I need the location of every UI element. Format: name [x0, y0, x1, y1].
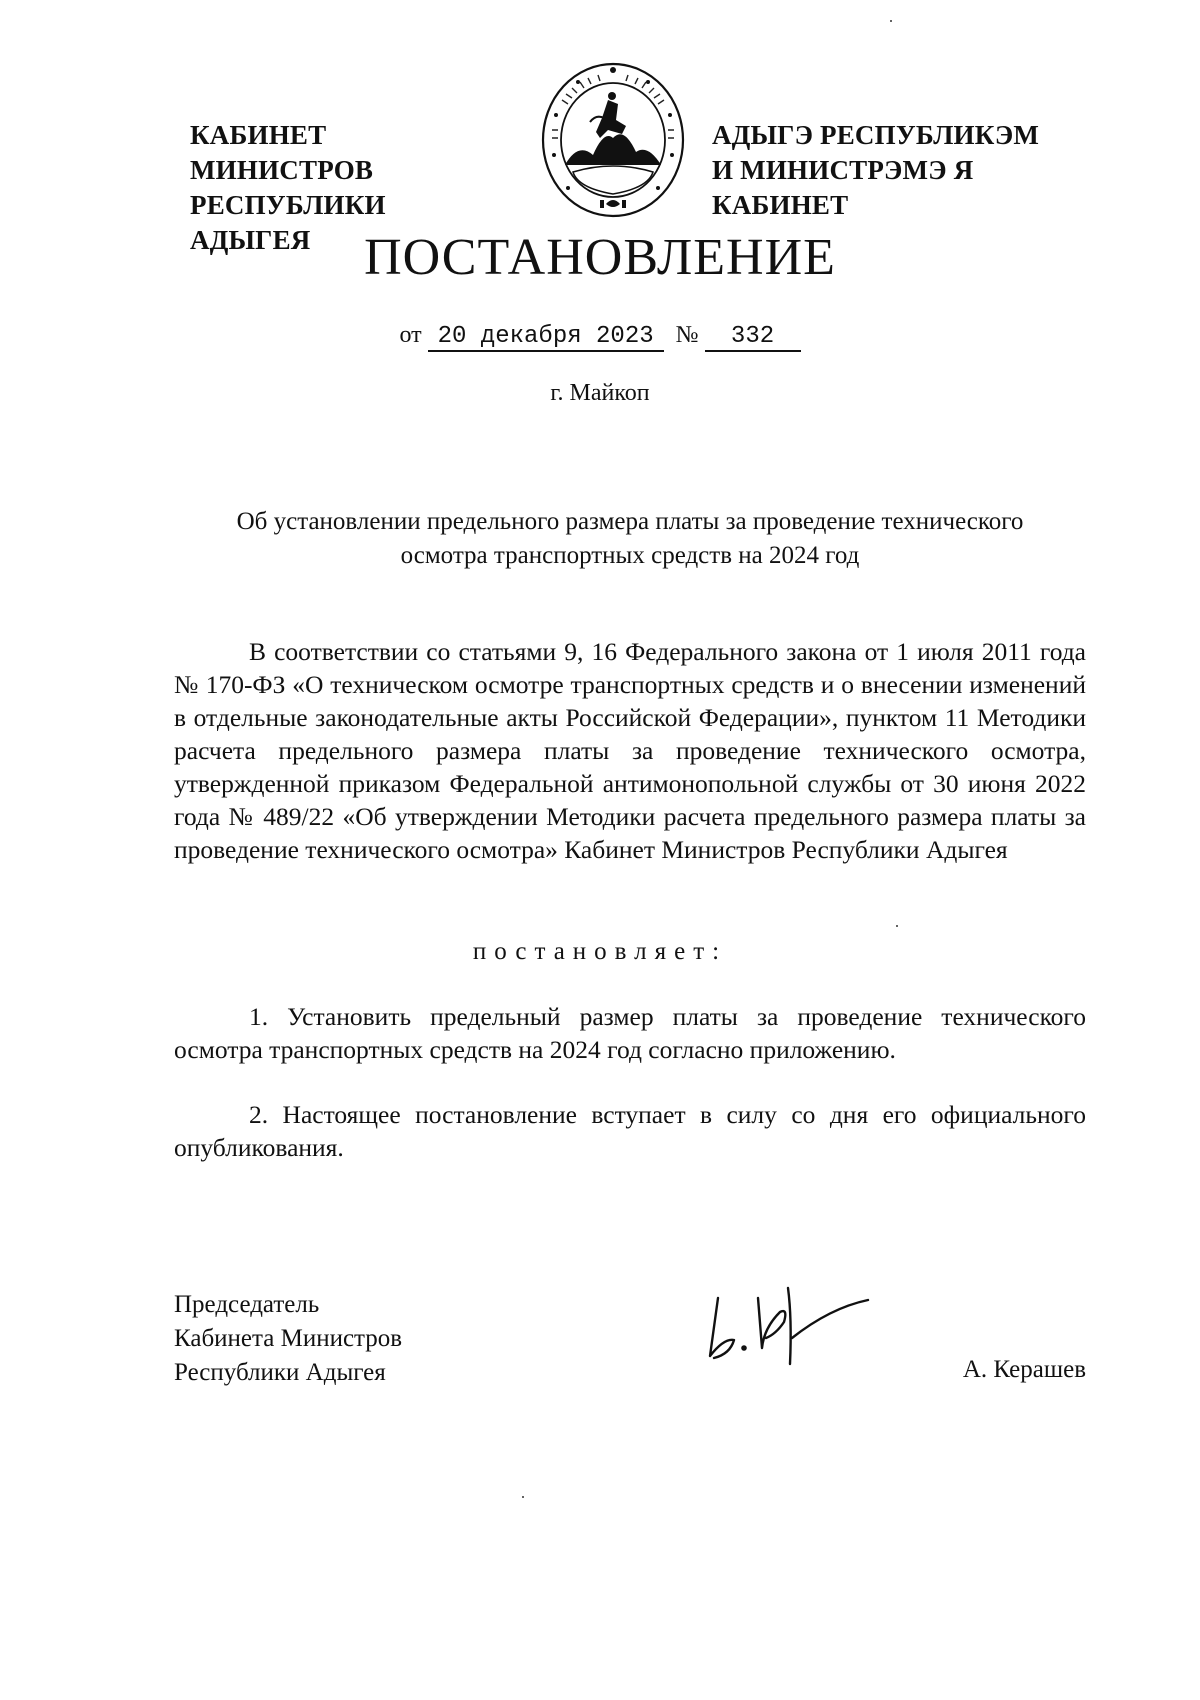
header-left-line2: РЕСПУБЛИКИ АДЫГЕЯ: [190, 190, 386, 255]
date-number-line: [0, 322, 1200, 352]
position-line-2: Кабинета Министров: [174, 1325, 403, 1352]
signatory-name: А. Керашев: [962, 1356, 1086, 1383]
scan-speck: [896, 925, 898, 927]
position-line-1: Председатель: [174, 1291, 320, 1318]
position-line-3: Республики Адыгея: [174, 1359, 386, 1386]
document-type-title: ПОСТАНОВЛЕНИЕ: [364, 229, 836, 286]
header-right-block: [712, 118, 1112, 223]
header-right-line1: АДЫГЭ РЕСПУБЛИКЭМ: [712, 120, 1040, 150]
preamble-paragraph: В соответствии со статьями 9, 16 Федерального закона от 1 июля 2011 года № 170-ФЗ «О техническом осмотре транспортных средств и о внесении изменений в отдельные законодательные акты Российской Федерации», пунктом 11 Методики расчета предельного размера платы за проведение технического осмотра, утвержденной приказом Федеральной антимонопольной службы от 30 июня 2022 года № 489/22 «Об утверждении Методики расчета предельного размера платы за проведение технического осмотра» Кабинет Министров Республики Адыгея: [174, 637, 1086, 864]
document-date: 20 декабря 2023: [428, 324, 664, 352]
clause-2: 2. Настоящее постановление вступает в силу со дня его официального опубликования.: [174, 1100, 1086, 1162]
number-prefix: №: [675, 322, 699, 348]
handwritten-signature: [700, 1268, 900, 1378]
header-left-line1: КАБИНЕТ МИНИСТРОВ: [190, 120, 374, 185]
document-subject-title: [180, 505, 1080, 573]
scan-speck: [522, 1496, 524, 1498]
document-number: 332: [705, 324, 801, 352]
header-right-line2: И МИНИСТРЭМЭ Я КАБИНЕТ: [712, 155, 974, 220]
decree-word: постановляет:: [472, 938, 728, 965]
document-city: г. Майкоп: [550, 380, 650, 406]
signatory-position: [174, 1288, 402, 1390]
clause-1: 1. Установить предельный размер платы за проведение технического осмотра транспортных средств на 2024 год согласно приложению.: [174, 1002, 1086, 1064]
date-prefix: от: [399, 322, 422, 348]
title-line-1: Об установлении предельного размера платы за проведение технического: [236, 508, 1024, 535]
title-line-2: осмотра транспортных средств на 2024 год: [400, 542, 860, 569]
coat-of-arms-adygea-icon: [538, 60, 688, 218]
scan-speck: [890, 20, 892, 22]
